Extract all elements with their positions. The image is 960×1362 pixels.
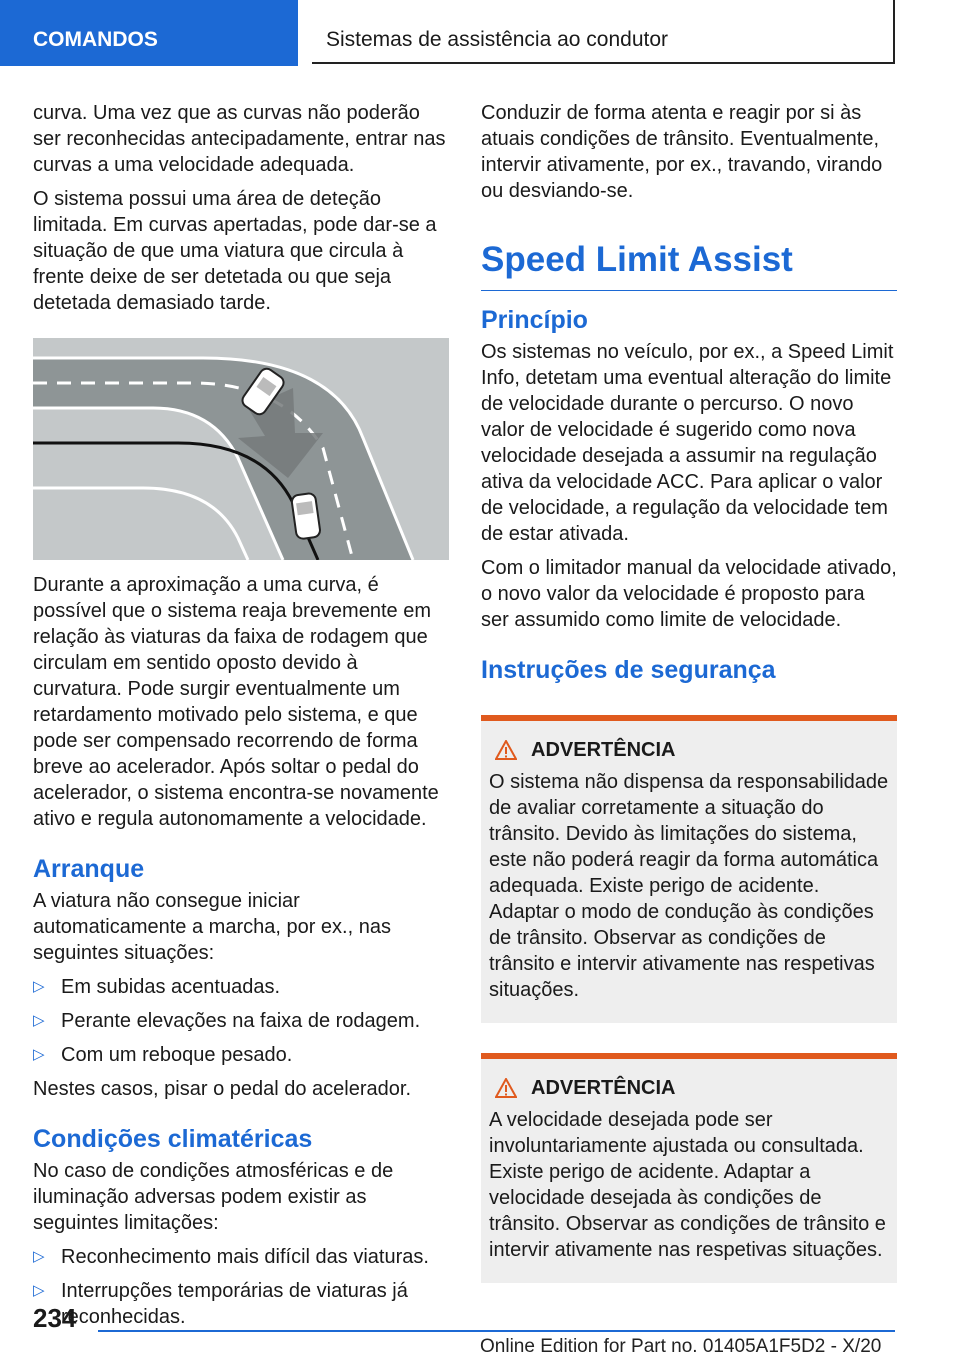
chapter-title: Sistemas de assistência ao condutor <box>312 0 895 64</box>
paragraph: Os sistemas no veículo, por ex., a Speed Limit Info, detetam uma eventual alteração do limite de velocidade durante o percurso. O novo valor de velocidade é sugerido como nova velocidade desejada a assumir na regulação ativa da velocidade ACC. Para aplicar o valor de velocidade, a regulação da velocidade tem de estar ativada. <box>481 341 894 545</box>
road-curve-graphic <box>33 338 449 560</box>
footer-edition[interactable]: Online Edition for Part no. 01405A1F5D2 - X/20 <box>480 1336 882 1357</box>
triangle-right-icon: ▷ <box>33 1282 45 1299</box>
clima-list <box>33 1244 449 1330</box>
section-tab[interactable]: COMANDOS <box>0 0 298 66</box>
heading-condicoes-climatericas: Condições climatéricas <box>33 1125 313 1153</box>
left-column <box>33 100 449 1338</box>
paragraph: Durante a aproximação a uma curva, é possível que o sistema reaja brevemente em relação às viaturas da faixa de rodagem que circulam em sentido oposto devido à curvatura. Pode surgir eventualmente um retardamento motivado pelo sistema, e que pode ser compensado recorrendo de forma breve ao acelerador. Após soltar o pedal do acelerador, o sistema encontra-se novamente ativo e regula autonomamente a velocidade. <box>33 574 439 830</box>
paragraph: curva. Uma vez que as curvas não poderão ser reconhecidas antecipadamente, entrar nas curvas a uma velocidade adequada. <box>33 102 446 176</box>
warning-label: ADVERTÊNCIA <box>531 739 676 761</box>
warning-text: O sistema não dispensa da responsabilidade de avaliar corretamente a situação do trânsito. Devido às limitações do sistema, este não poderá reagir da forma automática adequada. Existe perigo de acidente. Adaptar o modo de condução às condições de trânsito. Observar as condições de trânsito e intervir ativamente nas respetivas situações. <box>489 771 889 1001</box>
warning-label: ADVERTÊNCIA <box>531 1077 676 1099</box>
list-item: ▷ Perante elevações na faixa de rodagem. <box>33 1010 421 1032</box>
warning-triangle-icon <box>495 1078 517 1098</box>
warning-box <box>481 1053 897 1283</box>
paragraph: Com o limitador manual da velocidade ativado, o novo valor da velocidade é proposto para ser assumido como limite de velocidade. <box>481 557 897 631</box>
heading-instrucoes-seguranca: Instruções de segurança <box>481 656 776 684</box>
curve-illustration <box>33 338 449 560</box>
paragraph: Conduzir de forma atenta e reagir por si às atuais condições de trânsito. Eventualmente, intervir ativamente, por ex., travando, virando ou desviando-se. <box>481 102 883 202</box>
list-item: ▷ Em subidas acentuadas. <box>33 976 281 998</box>
paragraph: A viatura não consegue iniciar automaticamente a marcha, por ex., nas seguintes situações: <box>33 890 391 964</box>
warning-text: A velocidade desejada pode ser involuntariamente ajustada ou consultada. Existe perigo de acidente. Adaptar a velocidade desejada às condições de trânsito. Observar as condições de trânsito e intervir ativamente nas respetivas situações. <box>489 1109 886 1261</box>
paragraph: Nestes casos, pisar o pedal do acelerador. <box>33 1078 411 1100</box>
warning-triangle-icon <box>495 740 517 760</box>
warning-header <box>489 737 889 763</box>
list-item: ▷ Com um reboque pesado. <box>33 1044 293 1066</box>
page-number: 234 <box>33 1303 77 1333</box>
section-title: Speed Limit Assist <box>481 240 897 291</box>
right-column <box>481 100 897 1283</box>
heading-principio: Princípio <box>481 306 588 334</box>
triangle-right-icon: ▷ <box>33 1012 45 1029</box>
triangle-right-icon: ▷ <box>33 978 45 995</box>
list-item: ▷ Interrupções temporárias de viaturas já reconhecidas. <box>33 1280 408 1328</box>
triangle-right-icon: ▷ <box>33 1248 45 1265</box>
list-item: ▷ Reconhecimento mais difícil das viaturas. <box>33 1246 429 1268</box>
paragraph: No caso de condições atmosféricas e de iluminação adversas podem existir as seguintes limitações: <box>33 1160 394 1234</box>
paragraph: O sistema possui uma área de deteção limitada. Em curvas apertadas, pode dar-se a situação de que uma viatura que circula à frente deixe de ser detetada ou que seja detetada demasiado tarde. <box>33 188 437 314</box>
triangle-right-icon: ▷ <box>33 1046 45 1063</box>
footer-divider <box>98 1330 895 1332</box>
heading-arranque: Arranque <box>33 855 145 883</box>
warning-box <box>481 715 897 1023</box>
arranque-list <box>33 974 449 1068</box>
warning-header <box>489 1075 889 1101</box>
